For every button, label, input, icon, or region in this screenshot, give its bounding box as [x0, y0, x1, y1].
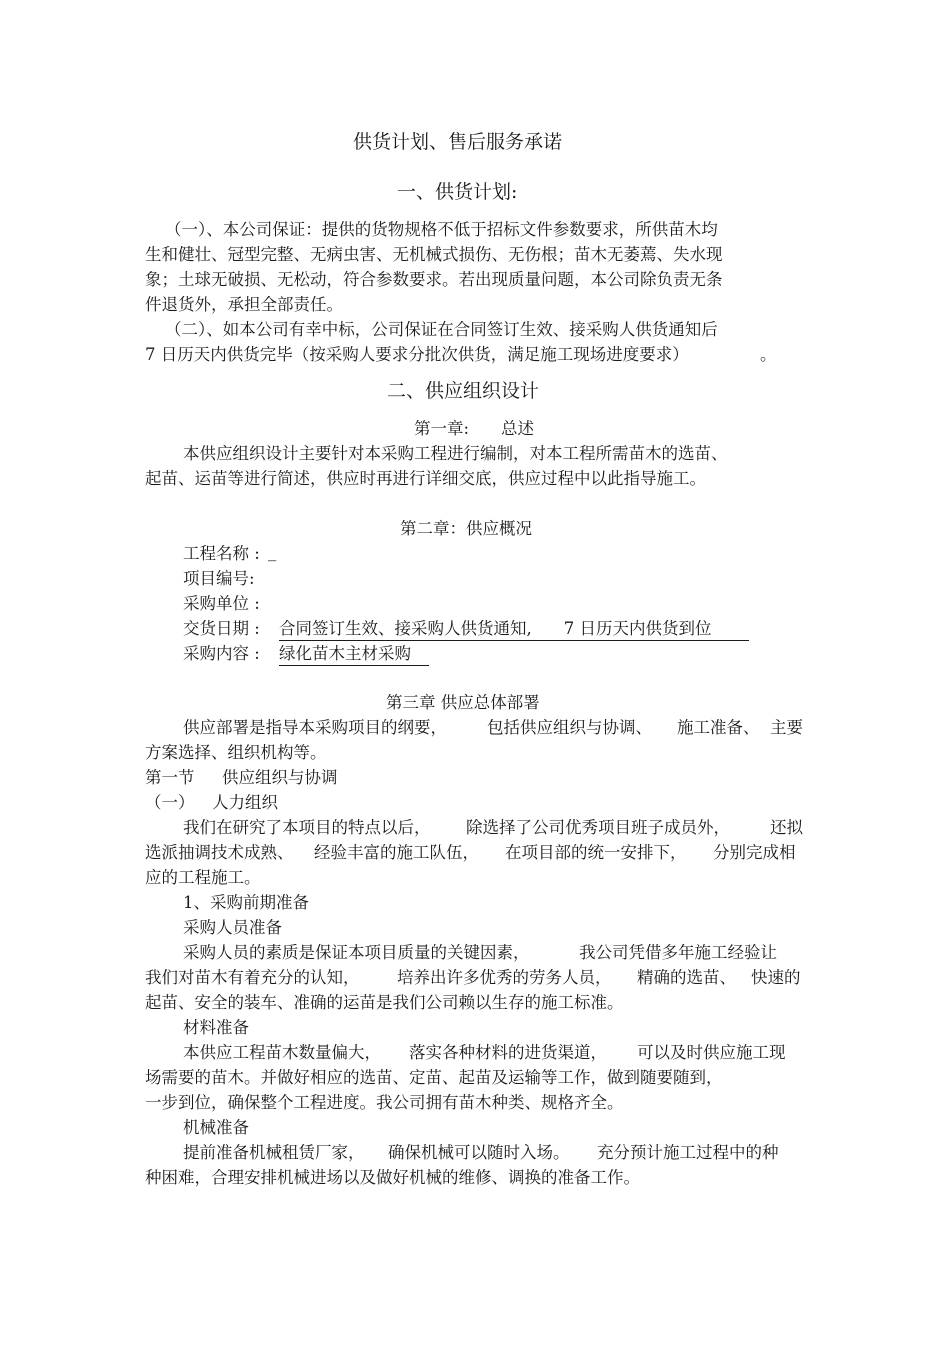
- p1-seg: 我们在研究了本项目的特点以后，: [183, 818, 431, 837]
- staff-seg: 精确的选苗、: [637, 968, 736, 987]
- s1-p1-line: 生和健壮、冠型完整、无病虫害、无机械式损伤、无伤根；苗木无萎蔫、失水现: [145, 245, 723, 264]
- ch3-intro-seg: 方案选择、组织机构等。: [145, 743, 327, 762]
- s1-p1-line: 象；土球无破损、无松动，符合参数要求。若出现质量问题，本公司除负责无条: [145, 270, 723, 289]
- staff-seg: 我们对苗木有着充分的认知，: [145, 968, 360, 987]
- field-value-purchase-content: 绿化苗木主材采购: [279, 643, 429, 666]
- machine-seg: 提前准备机械租赁厂家，: [183, 1143, 365, 1162]
- ch3-intro-seg: 主要: [770, 718, 803, 737]
- staff-seg: 起苗、安全的装车、准确的运苗是我们公司赖以生存的施工标准。: [145, 993, 624, 1012]
- ch2-heading: 第二章：供应概况: [400, 519, 532, 538]
- p1-seg: 除选择了公司优秀项目班子成员外，: [466, 818, 730, 837]
- sub1-name: 人力组织: [212, 793, 278, 812]
- s1-p2-line: 7 日历天内供货完毕（按采购人要求分批次供货，满足施工现场进度要求）: [145, 345, 689, 364]
- field-label-project-name: 工程名称 :: [183, 544, 260, 563]
- material-seg: 可以及时供应施工现: [637, 1043, 786, 1062]
- material-heading: 材料准备: [183, 1018, 249, 1037]
- material-seg: 一步到位，确保整个工程进度。我公司拥有苗木种类、规格齐全。: [145, 1093, 624, 1112]
- sec1-name: 供应组织与协调: [222, 768, 338, 787]
- delivery-date-part2: 7 日历天内供货到位: [563, 619, 712, 638]
- material-seg: 落实各种材料的进货渠道，: [409, 1043, 607, 1062]
- machine-heading: 机械准备: [183, 1118, 249, 1137]
- ch1-line: 本供应组织设计主要针对本采购工程进行编制，对本工程所需苗木的选苗、: [183, 444, 728, 463]
- s1-p2-period: 。: [760, 345, 777, 364]
- document-title: 供货计划、售后服务承诺: [353, 131, 563, 153]
- section2-heading: 二、供应组织设计: [387, 380, 540, 402]
- item1: 1、采购前期准备: [183, 893, 309, 912]
- s1-p2-line: （二）、如本公司有幸中标，公司保证在合同签订生效、接采购人供货通知后: [165, 320, 718, 339]
- delivery-date-part1: 合同签订生效、接采购人供货通知,: [279, 619, 532, 638]
- sub1-label: （一）: [145, 793, 195, 812]
- staff-heading: 采购人员准备: [183, 918, 282, 937]
- ch3-intro-seg: 供应部署是指导本采购项目的纲要，: [183, 718, 447, 737]
- section1-heading: 一、供货计划:: [397, 181, 518, 203]
- machine-seg: 种困难，合理安排机械进场以及做好机械的维修、调换的准备工作。: [145, 1168, 640, 1187]
- field-label-project-number: 项目编号:: [183, 569, 255, 588]
- p1-seg: 分别完成相: [713, 843, 796, 862]
- field-label-purchasing-unit: 采购单位 :: [183, 594, 260, 613]
- s1-p1-line: （一）、本公司保证：提供的货物规格不低于招标文件参数要求，所供苗木均: [165, 220, 718, 239]
- material-seg: 本供应工程苗木数量偏大，: [183, 1043, 381, 1062]
- staff-seg: 快速的: [751, 968, 801, 987]
- ch1-label: 第一章:: [414, 419, 470, 438]
- ch1-name: 总述: [501, 419, 534, 438]
- machine-seg: 确保机械可以随时入场。: [388, 1143, 570, 1162]
- staff-seg: 我公司凭借多年施工经验让: [579, 943, 777, 962]
- staff-seg: 培养出许多优秀的劳务人员，: [397, 968, 612, 987]
- field-value-delivery-date: [279, 618, 749, 641]
- ch3-heading: 第三章 供应总体部署: [386, 693, 540, 712]
- p1-seg: 经验丰富的施工队伍，: [314, 843, 479, 862]
- ch3-intro-seg: 施工准备、: [677, 718, 760, 737]
- field-label-purchase-content: 采购内容 :: [183, 644, 260, 663]
- p1-seg: 在项目部的统一安排下，: [505, 843, 687, 862]
- material-seg: 场需要的苗木。并做好相应的选苗、定苗、起苗及运输等工作，做到随要随到，: [145, 1068, 723, 1087]
- field-label-delivery-date: 交货日期 :: [183, 619, 260, 638]
- ch1-line: 起苗、运苗等进行简述，供应时再进行详细交底，供应过程中以此指导施工。: [145, 469, 706, 488]
- machine-seg: 充分预计施工过程中的种: [597, 1143, 779, 1162]
- field-value-project-name: _: [268, 542, 277, 561]
- sec1-label: 第一节: [145, 768, 195, 787]
- ch3-intro-seg: 包括供应组织与协调、: [487, 718, 652, 737]
- p1-seg: 应的工程施工。: [145, 868, 261, 887]
- staff-seg: 采购人员的素质是保证本项目质量的关键因素，: [183, 943, 530, 962]
- p1-seg: 还拟: [770, 818, 803, 837]
- p1-seg: 选派抽调技术成熟、: [145, 843, 294, 862]
- s1-p1-line: 件退货外，承担全部责任。: [145, 295, 343, 314]
